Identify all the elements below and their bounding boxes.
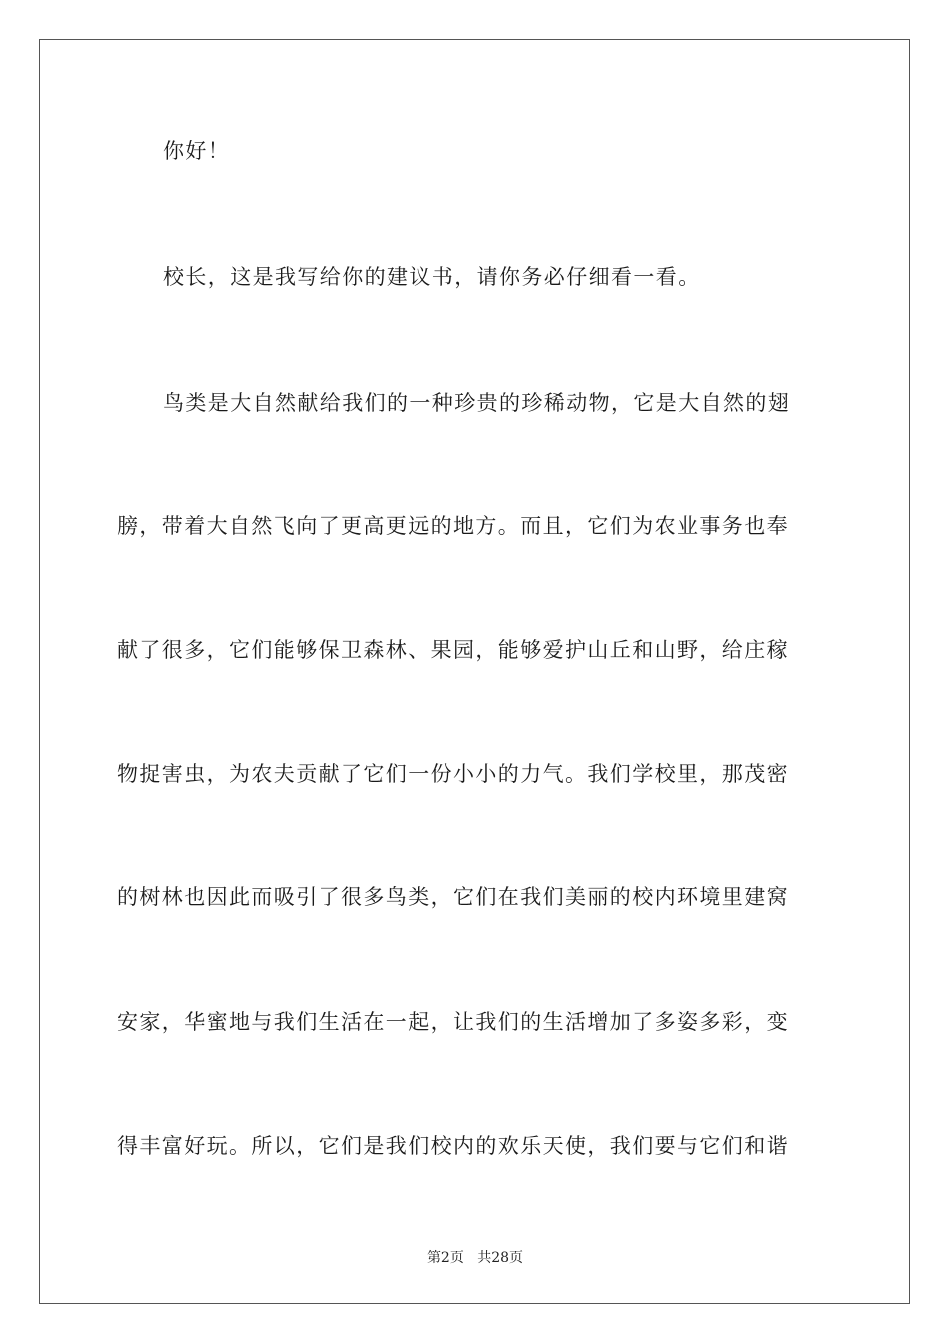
paragraph-line: 鸟类是大自然献给我们的一种珍贵的珍稀动物，它是大自然的翅 — [163, 391, 791, 415]
paragraph-line: 的树林也因此而吸引了很多鸟类，它们在我们美丽的校内环境里建窝 — [117, 885, 789, 909]
greeting-line: 你好！ — [163, 139, 231, 163]
paragraph-line: 校长，这是我写给你的建议书，请你务必仔细看一看。 — [163, 265, 701, 289]
paragraph-line: 膀，带着大自然飞向了更高更远的地方。而且，它们为农业事务也奉 — [117, 514, 789, 538]
page-footer — [0, 1247, 950, 1267]
page-total: 共28页 — [477, 1250, 524, 1266]
paragraph-line: 献了很多，它们能够保卫森林、果园，能够爱护山丘和山野，给庄稼 — [117, 638, 789, 662]
paragraph-line: 物捉害虫，为农夫贡献了它们一份小小的力气。我们学校里，那茂密 — [117, 762, 789, 786]
page-number: 第2页 — [426, 1250, 464, 1266]
paragraph-line: 安家，华蜜地与我们生活在一起，让我们的生活增加了多姿多彩，变 — [117, 1010, 789, 1034]
page-border — [39, 39, 910, 1304]
paragraph-line: 得丰富好玩。所以，它们是我们校内的欢乐天使，我们要与它们和谐 — [117, 1134, 789, 1158]
